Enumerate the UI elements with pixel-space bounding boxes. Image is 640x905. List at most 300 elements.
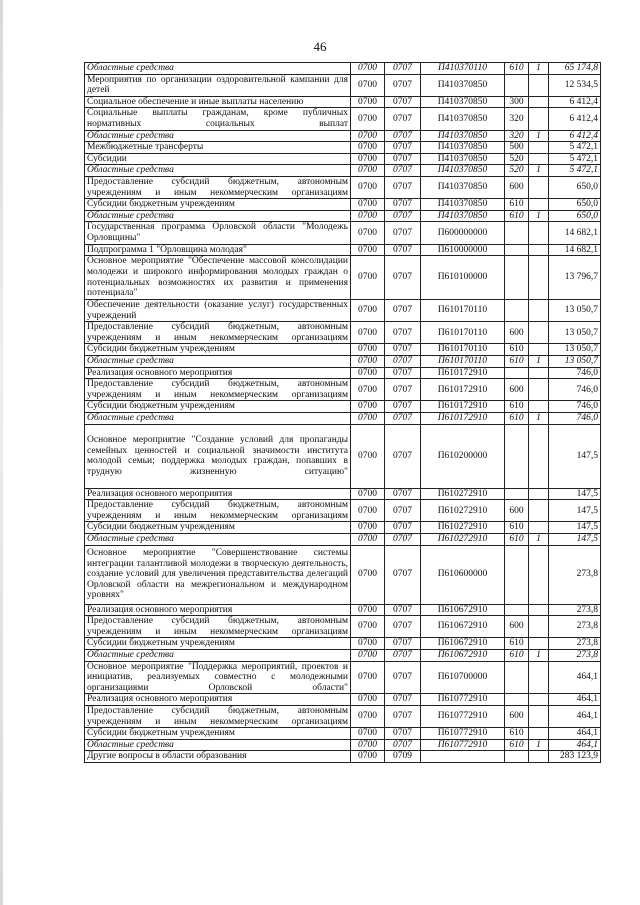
row-name-cell: Субсидии бюджетным учреждениям xyxy=(85,728,351,740)
row-source-cell xyxy=(529,661,549,694)
row-expense-type-cell: 600 xyxy=(505,500,529,522)
row-amount-cell: 6 412,4 xyxy=(549,108,601,130)
row-name-cell: Социальные выплаты гражданам, кроме публичных нормативных социальных выплат xyxy=(85,108,351,130)
row-subsection-cell: 0707 xyxy=(385,424,421,488)
row-source-cell xyxy=(529,153,549,165)
row-amount-cell: 5 472,1 xyxy=(549,165,601,177)
row-section-cell: 0700 xyxy=(351,728,385,740)
row-expense-type-cell: 610 xyxy=(505,522,529,534)
row-name-cell: Областные средства xyxy=(85,210,351,222)
row-name-cell: Основное мероприятие "Обеспечение массовой консолидации молодежи и широкого информирования молодых граждан о потенциальных возможностях их развития и применения потенциала" xyxy=(85,256,351,300)
row-name-cell: Подпрограмма 1 "Орловщина молодая" xyxy=(85,244,351,256)
row-target-article-cell: П410370850 xyxy=(421,108,505,130)
row-expense-type-cell xyxy=(505,604,529,616)
row-amount-cell: 65 174,8 xyxy=(549,63,601,75)
row-name-cell: Субсидии бюджетным учреждениям xyxy=(85,199,351,211)
table-row xyxy=(85,108,601,130)
row-name-cell: Основное мероприятие "Поддержка мероприятий, проектов и инициатив, реализуемых совместно с молодежными организациями Орловской области" xyxy=(85,661,351,694)
row-subsection-cell: 0707 xyxy=(385,130,421,142)
row-amount-cell: 6 412,4 xyxy=(549,96,601,108)
row-amount-cell: 5 472,1 xyxy=(549,142,601,154)
row-name-cell: Предоставление субсидий бюджетным, автономным учреждениям и иным некоммерческим организациям xyxy=(85,176,351,198)
row-target-article-cell: П410370850 xyxy=(421,142,505,154)
row-subsection-cell: 0707 xyxy=(385,379,421,401)
row-amount-cell: 13 050,7 xyxy=(549,356,601,368)
row-amount-cell: 746,0 xyxy=(549,401,601,413)
row-section-cell: 0700 xyxy=(351,130,385,142)
row-source-cell xyxy=(529,379,549,401)
row-expense-type-cell xyxy=(505,300,529,322)
row-amount-cell: 650,0 xyxy=(549,210,601,222)
row-target-article-cell: П610170110 xyxy=(421,322,505,344)
row-expense-type-cell: 610 xyxy=(505,356,529,368)
row-target-article-cell: П610200000 xyxy=(421,424,505,488)
row-expense-type-cell: 520 xyxy=(505,153,529,165)
row-section-cell: 0700 xyxy=(351,367,385,379)
row-name-cell: Реализация основного мероприятия xyxy=(85,694,351,706)
row-amount-cell: 464,1 xyxy=(549,739,601,751)
row-name-cell: Мероприятия по организации оздоровительной кампании для детей xyxy=(85,74,351,96)
row-subsection-cell: 0707 xyxy=(385,344,421,356)
row-section-cell: 0700 xyxy=(351,379,385,401)
row-subsection-cell: 0707 xyxy=(385,222,421,244)
row-amount-cell: 13 050,7 xyxy=(549,344,601,356)
row-source-cell xyxy=(529,424,549,488)
row-name-cell: Областные средства xyxy=(85,165,351,177)
row-source-cell xyxy=(529,108,549,130)
table-row xyxy=(85,705,601,727)
row-source-cell xyxy=(529,244,549,256)
row-target-article-cell: П610100000 xyxy=(421,256,505,300)
table-row xyxy=(85,142,601,154)
row-subsection-cell: 0707 xyxy=(385,694,421,706)
row-amount-cell: 746,0 xyxy=(549,367,601,379)
row-section-cell: 0700 xyxy=(351,153,385,165)
row-expense-type-cell xyxy=(505,424,529,488)
row-expense-type-cell: 600 xyxy=(505,379,529,401)
row-name-cell: Обеспечение деятельности (оказание услуг) государственных учреждений xyxy=(85,300,351,322)
row-target-article-cell: П610672910 xyxy=(421,649,505,661)
row-name-cell: Субсидии бюджетным учреждениям xyxy=(85,638,351,650)
row-name-cell: Предоставление субсидий бюджетным, автономным учреждениям и иным некоммерческим организациям xyxy=(85,705,351,727)
row-subsection-cell: 0707 xyxy=(385,534,421,546)
row-subsection-cell: 0707 xyxy=(385,96,421,108)
budget-table-body xyxy=(85,63,601,763)
row-name-cell: Предоставление субсидий бюджетным, автономным учреждениям и иным некоммерческим организациям xyxy=(85,616,351,638)
row-subsection-cell: 0707 xyxy=(385,413,421,425)
table-row xyxy=(85,367,601,379)
row-subsection-cell: 0707 xyxy=(385,244,421,256)
table-row xyxy=(85,322,601,344)
row-section-cell: 0700 xyxy=(351,244,385,256)
row-target-article-cell: П610672910 xyxy=(421,638,505,650)
row-section-cell: 0700 xyxy=(351,96,385,108)
row-amount-cell: 147,5 xyxy=(549,534,601,546)
row-target-article-cell: П610772910 xyxy=(421,739,505,751)
table-row xyxy=(85,500,601,522)
row-name-cell: Предоставление субсидий бюджетным, автономным учреждениям и иным некоммерческим организациям xyxy=(85,322,351,344)
table-row xyxy=(85,244,601,256)
row-amount-cell: 650,0 xyxy=(549,176,601,198)
row-source-cell xyxy=(529,500,549,522)
row-amount-cell: 147,5 xyxy=(549,424,601,488)
table-row xyxy=(85,488,601,500)
row-subsection-cell: 0707 xyxy=(385,705,421,727)
row-subsection-cell: 0707 xyxy=(385,367,421,379)
row-source-cell: 1 xyxy=(529,413,549,425)
table-row xyxy=(85,379,601,401)
row-subsection-cell: 0707 xyxy=(385,661,421,694)
row-amount-cell: 12 534,5 xyxy=(549,74,601,96)
row-source-cell xyxy=(529,367,549,379)
row-section-cell: 0700 xyxy=(351,63,385,75)
row-section-cell: 0700 xyxy=(351,751,385,763)
row-source-cell: 1 xyxy=(529,210,549,222)
row-source-cell: 1 xyxy=(529,739,549,751)
table-row xyxy=(85,74,601,96)
table-row xyxy=(85,751,601,763)
table-row xyxy=(85,694,601,706)
row-source-cell: 1 xyxy=(529,165,549,177)
row-section-cell: 0700 xyxy=(351,401,385,413)
row-subsection-cell: 0707 xyxy=(385,401,421,413)
row-amount-cell: 147,5 xyxy=(549,522,601,534)
row-expense-type-cell: 610 xyxy=(505,638,529,650)
row-source-cell: 1 xyxy=(529,130,549,142)
row-target-article-cell: П610172910 xyxy=(421,367,505,379)
row-expense-type-cell xyxy=(505,751,529,763)
row-source-cell xyxy=(529,300,549,322)
row-expense-type-cell: 600 xyxy=(505,176,529,198)
row-source-cell xyxy=(529,604,549,616)
row-target-article-cell: П610772910 xyxy=(421,728,505,740)
table-row xyxy=(85,210,601,222)
row-expense-type-cell: 610 xyxy=(505,534,529,546)
table-row xyxy=(85,153,601,165)
row-target-article-cell: П600000000 xyxy=(421,222,505,244)
row-amount-cell: 464,1 xyxy=(549,694,601,706)
row-expense-type-cell xyxy=(505,256,529,300)
row-expense-type-cell: 520 xyxy=(505,165,529,177)
row-subsection-cell: 0707 xyxy=(385,300,421,322)
row-source-cell xyxy=(529,522,549,534)
row-subsection-cell: 0707 xyxy=(385,74,421,96)
row-target-article-cell: П410370850 xyxy=(421,130,505,142)
row-subsection-cell: 0707 xyxy=(385,108,421,130)
row-name-cell: Основное мероприятие "Совершенствование системы интеграции талантливой молодежи в творческую деятельность, создание условий для увеличения представительства делегаций Орловской области на межрегиональном и международном уровнях" xyxy=(85,545,351,604)
row-expense-type-cell: 600 xyxy=(505,322,529,344)
row-subsection-cell: 0707 xyxy=(385,199,421,211)
row-target-article-cell: П610272910 xyxy=(421,522,505,534)
row-subsection-cell: 0707 xyxy=(385,176,421,198)
row-section-cell: 0700 xyxy=(351,649,385,661)
row-expense-type-cell: 600 xyxy=(505,616,529,638)
row-section-cell: 0700 xyxy=(351,356,385,368)
row-target-article-cell: П410370850 xyxy=(421,96,505,108)
row-amount-cell: 464,1 xyxy=(549,728,601,740)
row-amount-cell: 13 050,7 xyxy=(549,322,601,344)
row-section-cell: 0700 xyxy=(351,176,385,198)
row-expense-type-cell: 610 xyxy=(505,63,529,75)
row-subsection-cell: 0707 xyxy=(385,165,421,177)
row-source-cell: 1 xyxy=(529,63,549,75)
row-name-cell: Областные средства xyxy=(85,534,351,546)
row-subsection-cell: 0709 xyxy=(385,751,421,763)
row-target-article-cell: П610772910 xyxy=(421,694,505,706)
row-name-cell: Субсидии бюджетным учреждениям xyxy=(85,344,351,356)
row-subsection-cell: 0707 xyxy=(385,256,421,300)
table-row xyxy=(85,534,601,546)
row-expense-type-cell: 610 xyxy=(505,728,529,740)
row-name-cell: Реализация основного мероприятия xyxy=(85,488,351,500)
row-amount-cell: 283 123,9 xyxy=(549,751,601,763)
row-amount-cell: 273,8 xyxy=(549,604,601,616)
budget-table xyxy=(84,62,601,763)
row-target-article-cell: П610272910 xyxy=(421,488,505,500)
row-amount-cell: 464,1 xyxy=(549,661,601,694)
row-amount-cell: 273,8 xyxy=(549,649,601,661)
row-amount-cell: 147,5 xyxy=(549,500,601,522)
row-section-cell: 0700 xyxy=(351,500,385,522)
row-section-cell: 0700 xyxy=(351,256,385,300)
row-amount-cell: 13 796,7 xyxy=(549,256,601,300)
row-expense-type-cell xyxy=(505,661,529,694)
row-source-cell xyxy=(529,638,549,650)
row-expense-type-cell: 320 xyxy=(505,108,529,130)
row-expense-type-cell: 610 xyxy=(505,401,529,413)
table-row xyxy=(85,222,601,244)
table-row xyxy=(85,300,601,322)
row-section-cell: 0700 xyxy=(351,199,385,211)
row-source-cell: 1 xyxy=(529,534,549,546)
row-subsection-cell: 0707 xyxy=(385,153,421,165)
row-name-cell: Межбюджетные трансферты xyxy=(85,142,351,154)
row-section-cell: 0700 xyxy=(351,545,385,604)
row-source-cell: 1 xyxy=(529,356,549,368)
table-row xyxy=(85,424,601,488)
row-amount-cell: 273,8 xyxy=(549,616,601,638)
row-target-article-cell: П410370110 xyxy=(421,63,505,75)
scan-edge xyxy=(0,0,3,905)
table-row xyxy=(85,649,601,661)
row-target-article-cell: П610272910 xyxy=(421,534,505,546)
row-name-cell: Субсидии xyxy=(85,153,351,165)
row-target-article-cell: П410370850 xyxy=(421,199,505,211)
row-expense-type-cell xyxy=(505,222,529,244)
row-target-article-cell: П610700000 xyxy=(421,661,505,694)
row-name-cell: Социальное обеспечение и иные выплаты населению xyxy=(85,96,351,108)
row-expense-type-cell: 610 xyxy=(505,210,529,222)
row-name-cell: Субсидии бюджетным учреждениям xyxy=(85,401,351,413)
row-name-cell: Реализация основного мероприятия xyxy=(85,604,351,616)
row-expense-type-cell xyxy=(505,694,529,706)
row-name-cell: Областные средства xyxy=(85,413,351,425)
row-subsection-cell: 0707 xyxy=(385,545,421,604)
table-row xyxy=(85,522,601,534)
row-section-cell: 0700 xyxy=(351,522,385,534)
row-section-cell: 0700 xyxy=(351,739,385,751)
row-target-article-cell: П610172910 xyxy=(421,401,505,413)
row-source-cell xyxy=(529,728,549,740)
row-source-cell xyxy=(529,256,549,300)
table-row xyxy=(85,63,601,75)
row-target-article-cell: П410370850 xyxy=(421,153,505,165)
row-amount-cell: 5 472,1 xyxy=(549,153,601,165)
row-subsection-cell: 0707 xyxy=(385,522,421,534)
row-target-article-cell: П410370850 xyxy=(421,165,505,177)
row-subsection-cell: 0707 xyxy=(385,210,421,222)
row-source-cell xyxy=(529,199,549,211)
row-expense-type-cell: 500 xyxy=(505,142,529,154)
table-row xyxy=(85,96,601,108)
row-subsection-cell: 0707 xyxy=(385,739,421,751)
row-source-cell xyxy=(529,96,549,108)
row-source-cell xyxy=(529,401,549,413)
row-expense-type-cell: 610 xyxy=(505,199,529,211)
row-name-cell: Государственная программа Орловской области "Молодежь Орловщины" xyxy=(85,222,351,244)
row-source-cell xyxy=(529,694,549,706)
table-row xyxy=(85,256,601,300)
row-subsection-cell: 0707 xyxy=(385,63,421,75)
table-row xyxy=(85,638,601,650)
row-subsection-cell: 0707 xyxy=(385,142,421,154)
row-section-cell: 0700 xyxy=(351,142,385,154)
row-section-cell: 0700 xyxy=(351,424,385,488)
row-name-cell: Областные средства xyxy=(85,649,351,661)
row-target-article-cell: П610170110 xyxy=(421,344,505,356)
row-subsection-cell: 0707 xyxy=(385,488,421,500)
row-source-cell xyxy=(529,545,549,604)
row-source-cell xyxy=(529,705,549,727)
row-target-article-cell: П610772910 xyxy=(421,705,505,727)
row-name-cell: Областные средства xyxy=(85,356,351,368)
row-name-cell: Областные средства xyxy=(85,63,351,75)
row-subsection-cell: 0707 xyxy=(385,500,421,522)
row-target-article-cell: П610170110 xyxy=(421,300,505,322)
row-subsection-cell: 0707 xyxy=(385,638,421,650)
row-subsection-cell: 0707 xyxy=(385,322,421,344)
table-row xyxy=(85,356,601,368)
row-section-cell: 0700 xyxy=(351,344,385,356)
row-source-cell xyxy=(529,74,549,96)
row-amount-cell: 273,8 xyxy=(549,545,601,604)
row-amount-cell: 14 682,1 xyxy=(549,222,601,244)
row-target-article-cell: П610172910 xyxy=(421,379,505,401)
row-name-cell: Реализация основного мероприятия xyxy=(85,367,351,379)
table-row xyxy=(85,413,601,425)
row-amount-cell: 273,8 xyxy=(549,638,601,650)
row-amount-cell: 13 050,7 xyxy=(549,300,601,322)
row-expense-type-cell: 300 xyxy=(505,96,529,108)
row-section-cell: 0700 xyxy=(351,616,385,638)
row-target-article-cell: П410370850 xyxy=(421,210,505,222)
row-section-cell: 0700 xyxy=(351,534,385,546)
row-amount-cell: 6 412,4 xyxy=(549,130,601,142)
row-name-cell: Областные средства xyxy=(85,739,351,751)
table-row xyxy=(85,545,601,604)
row-amount-cell: 147,5 xyxy=(549,488,601,500)
row-section-cell: 0700 xyxy=(351,705,385,727)
table-row xyxy=(85,165,601,177)
table-row xyxy=(85,344,601,356)
row-target-article-cell: П610172910 xyxy=(421,413,505,425)
row-source-cell xyxy=(529,488,549,500)
row-target-article-cell: П610000000 xyxy=(421,244,505,256)
row-name-cell: Предоставление субсидий бюджетным, автономным учреждениям и иным некоммерческим организациям xyxy=(85,379,351,401)
table-row xyxy=(85,604,601,616)
row-source-cell: 1 xyxy=(529,649,549,661)
row-source-cell xyxy=(529,322,549,344)
table-row xyxy=(85,199,601,211)
row-section-cell: 0700 xyxy=(351,638,385,650)
row-source-cell xyxy=(529,142,549,154)
table-row xyxy=(85,401,601,413)
table-row xyxy=(85,661,601,694)
row-source-cell xyxy=(529,751,549,763)
page-number: 46 xyxy=(313,39,327,54)
row-target-article-cell: П610672910 xyxy=(421,604,505,616)
row-subsection-cell: 0707 xyxy=(385,604,421,616)
row-section-cell: 0700 xyxy=(351,210,385,222)
row-section-cell: 0700 xyxy=(351,300,385,322)
row-amount-cell: 746,0 xyxy=(549,379,601,401)
row-name-cell: Другие вопросы в области образования xyxy=(85,751,351,763)
row-target-article-cell: П610672910 xyxy=(421,616,505,638)
row-amount-cell: 746,0 xyxy=(549,413,601,425)
row-name-cell: Областные средства xyxy=(85,130,351,142)
table-row xyxy=(85,739,601,751)
row-source-cell xyxy=(529,222,549,244)
row-expense-type-cell xyxy=(505,244,529,256)
row-section-cell: 0700 xyxy=(351,74,385,96)
row-expense-type-cell: 610 xyxy=(505,739,529,751)
row-subsection-cell: 0707 xyxy=(385,728,421,740)
table-row xyxy=(85,728,601,740)
row-subsection-cell: 0707 xyxy=(385,356,421,368)
row-target-article-cell: П410370850 xyxy=(421,74,505,96)
table-row xyxy=(85,176,601,198)
row-section-cell: 0700 xyxy=(351,322,385,344)
table-row xyxy=(85,130,601,142)
row-expense-type-cell: 600 xyxy=(505,705,529,727)
row-name-cell: Субсидии бюджетным учреждениям xyxy=(85,522,351,534)
row-section-cell: 0700 xyxy=(351,413,385,425)
row-target-article-cell: П610170110 xyxy=(421,356,505,368)
row-source-cell xyxy=(529,344,549,356)
row-source-cell xyxy=(529,616,549,638)
row-section-cell: 0700 xyxy=(351,165,385,177)
row-section-cell: 0700 xyxy=(351,694,385,706)
row-amount-cell: 650,0 xyxy=(549,199,601,211)
row-source-cell xyxy=(529,176,549,198)
row-amount-cell: 464,1 xyxy=(549,705,601,727)
row-target-article-cell: П610272910 xyxy=(421,500,505,522)
row-expense-type-cell xyxy=(505,367,529,379)
row-expense-type-cell: 610 xyxy=(505,649,529,661)
row-target-article-cell: П610600000 xyxy=(421,545,505,604)
row-expense-type-cell xyxy=(505,74,529,96)
row-section-cell: 0700 xyxy=(351,604,385,616)
row-expense-type-cell: 610 xyxy=(505,344,529,356)
row-expense-type-cell: 320 xyxy=(505,130,529,142)
row-amount-cell: 14 682,1 xyxy=(549,244,601,256)
row-section-cell: 0700 xyxy=(351,488,385,500)
row-name-cell: Основное мероприятие "Создание условий для пропаганды семейных ценностей и социальной значимости института молодой семьи; поддержка молодых граждан, попавших в трудную жизненную ситуацию" xyxy=(85,424,351,488)
row-name-cell: Предоставление субсидий бюджетным, автономным учреждениям и иным некоммерческим организациям xyxy=(85,500,351,522)
row-expense-type-cell: 610 xyxy=(505,413,529,425)
row-section-cell: 0700 xyxy=(351,661,385,694)
row-expense-type-cell xyxy=(505,488,529,500)
